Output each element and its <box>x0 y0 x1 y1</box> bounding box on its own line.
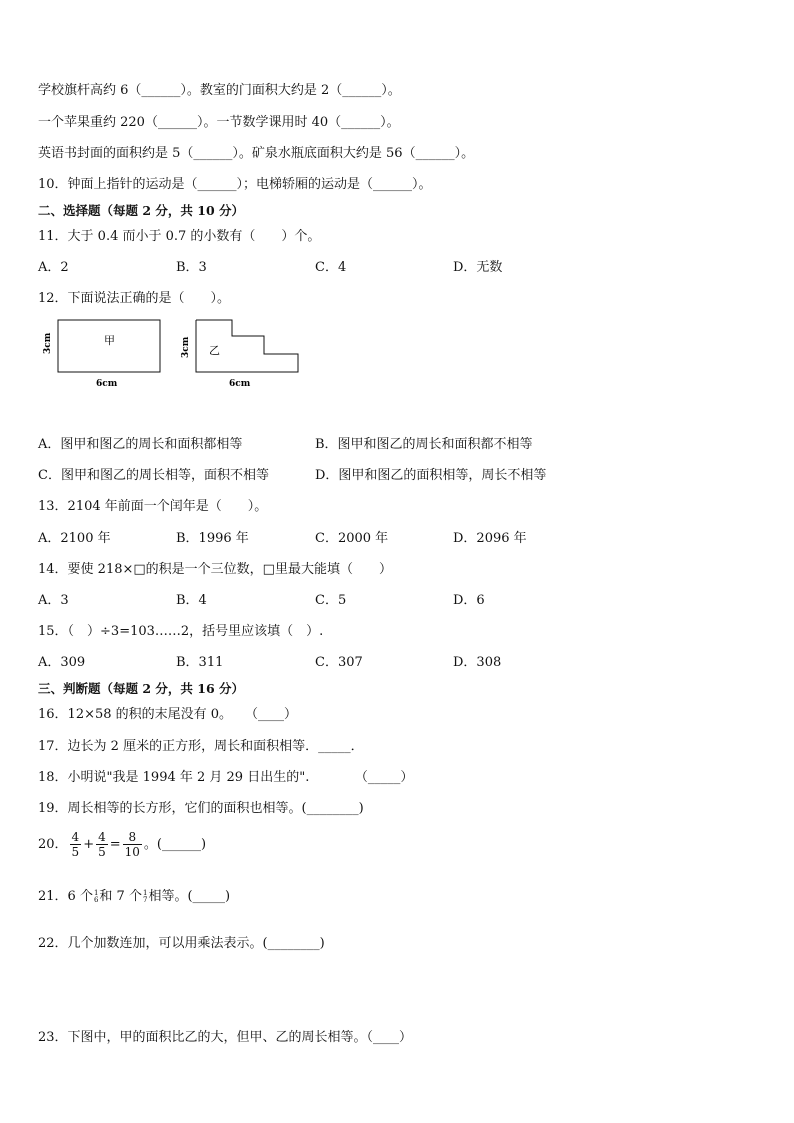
shape-jia-label: 甲 <box>104 334 115 347</box>
q21-part-3: 相等。(_____) <box>148 889 231 904</box>
q14-option-c[interactable]: C．5 <box>315 593 347 608</box>
question-11-stem: 11．大于 0.4 而小于 0.7 的小数有（ ）个。 <box>38 229 321 244</box>
question-14-stem: 14．要使 218×□的积是一个三位数，□里最大能填（ ） <box>38 562 392 577</box>
shape-jia-width-label: 6cm <box>96 379 118 389</box>
q21-fraction-2: 1 7 <box>142 888 148 904</box>
q12-figure <box>36 316 316 394</box>
question-20 <box>38 826 206 864</box>
q20-fraction-a: $\frac{4}{5}$ <box>71 830 80 859</box>
q15-option-d[interactable]: D．308 <box>453 655 502 670</box>
fill-line-2: 一个苹果重约 220（______）。一节数学课用时 40（______）。 <box>38 115 400 130</box>
q20-plus: + <box>83 837 95 852</box>
q20-equals: = <box>109 837 121 852</box>
q14-option-a[interactable]: A．3 <box>38 593 69 608</box>
question-23: 23．下图中，甲的面积比乙的大，但甲、乙的周长相等。（____） <box>38 1030 413 1045</box>
q11-option-a[interactable]: A．2 <box>38 260 69 275</box>
shape-yi-width-label: 6cm <box>229 379 251 389</box>
shape-yi-height-label: 3cm <box>181 336 191 358</box>
fill-line-3: 英语书封面的面积约是 5（______）。矿泉水瓶底面积大约是 56（______）。 <box>38 146 475 161</box>
shape-jia-height-label: 3cm <box>43 332 53 354</box>
q20-suffix: 。(______) <box>143 837 207 852</box>
section-2-title: 二、选择题（每题 2 分，共 10 分） <box>38 203 245 218</box>
q12-option-d[interactable]: D．图甲和图乙的面积相等，周长不相等 <box>315 468 547 483</box>
q11-option-c[interactable]: C．4 <box>315 260 347 275</box>
question-19: 19．周长相等的长方形，它们的面积也相等。(________) <box>38 801 364 816</box>
section-3-title: 三、判断题（每题 2 分，共 16 分） <box>38 681 245 696</box>
q21-part-2: 和 7 个 <box>99 889 142 904</box>
q15-option-b[interactable]: B．311 <box>176 655 224 670</box>
q20-fraction-c: $\frac{8}{10}$ <box>124 830 140 859</box>
question-22: 22．几个加数连加，可以用乘法表示。(________) <box>38 936 325 951</box>
question-16: 16．12×58 的积的末尾没有 0。 （____） <box>38 707 298 722</box>
question-17: 17．边长为 2 厘米的正方形，周长和面积相等．_____． <box>38 739 364 754</box>
q20-prefix: 20． <box>38 837 68 852</box>
q14-option-d[interactable]: D．6 <box>453 593 485 608</box>
question-15-stem: 15．（ ）÷3=103……2，括号里应该填（ ）. <box>38 624 324 639</box>
q21-fraction-1: 1 6 <box>93 888 99 904</box>
q13-option-b[interactable]: B．1996 年 <box>176 531 249 546</box>
q12-option-c[interactable]: C．图甲和图乙的周长相等，面积不相等 <box>38 468 269 483</box>
q15-option-a[interactable]: A．309 <box>38 655 86 670</box>
question-18: 18．小明说"我是 1994 年 2 月 29 日出生的". （_____） <box>38 770 414 785</box>
q14-option-b[interactable]: B．4 <box>176 593 207 608</box>
q11-option-d[interactable]: D．无数 <box>453 260 503 275</box>
question-10: 10．钟面上指针的运动是（______）；电梯轿厢的运动是（______）。 <box>38 177 432 192</box>
q13-option-d[interactable]: D．2096 年 <box>453 531 527 546</box>
q15-option-c[interactable]: C．307 <box>315 655 363 670</box>
q13-option-a[interactable]: A．2100 年 <box>38 531 111 546</box>
question-12-stem: 12．下面说法正确的是（ ）。 <box>38 291 231 306</box>
q12-option-a[interactable]: A．图甲和图乙的周长和面积都相等 <box>38 437 243 452</box>
q12-option-b[interactable]: B．图甲和图乙的周长和面积都不相等 <box>315 437 533 452</box>
fill-line-1: 学校旗杆高约 6（______）。教室的门面积大约是 2（______）。 <box>38 83 401 98</box>
shape-yi-label: 乙 <box>209 344 220 357</box>
question-13-stem: 13．2104 年前面一个闰年是（ ）。 <box>38 499 268 514</box>
q11-option-b[interactable]: B．3 <box>176 260 207 275</box>
question-21 <box>38 889 230 905</box>
q21-part-1: 21．6 个 <box>38 889 93 904</box>
q13-option-c[interactable]: C．2000 年 <box>315 531 389 546</box>
q20-fraction-b: $\frac{4}{5}$ <box>98 830 106 859</box>
